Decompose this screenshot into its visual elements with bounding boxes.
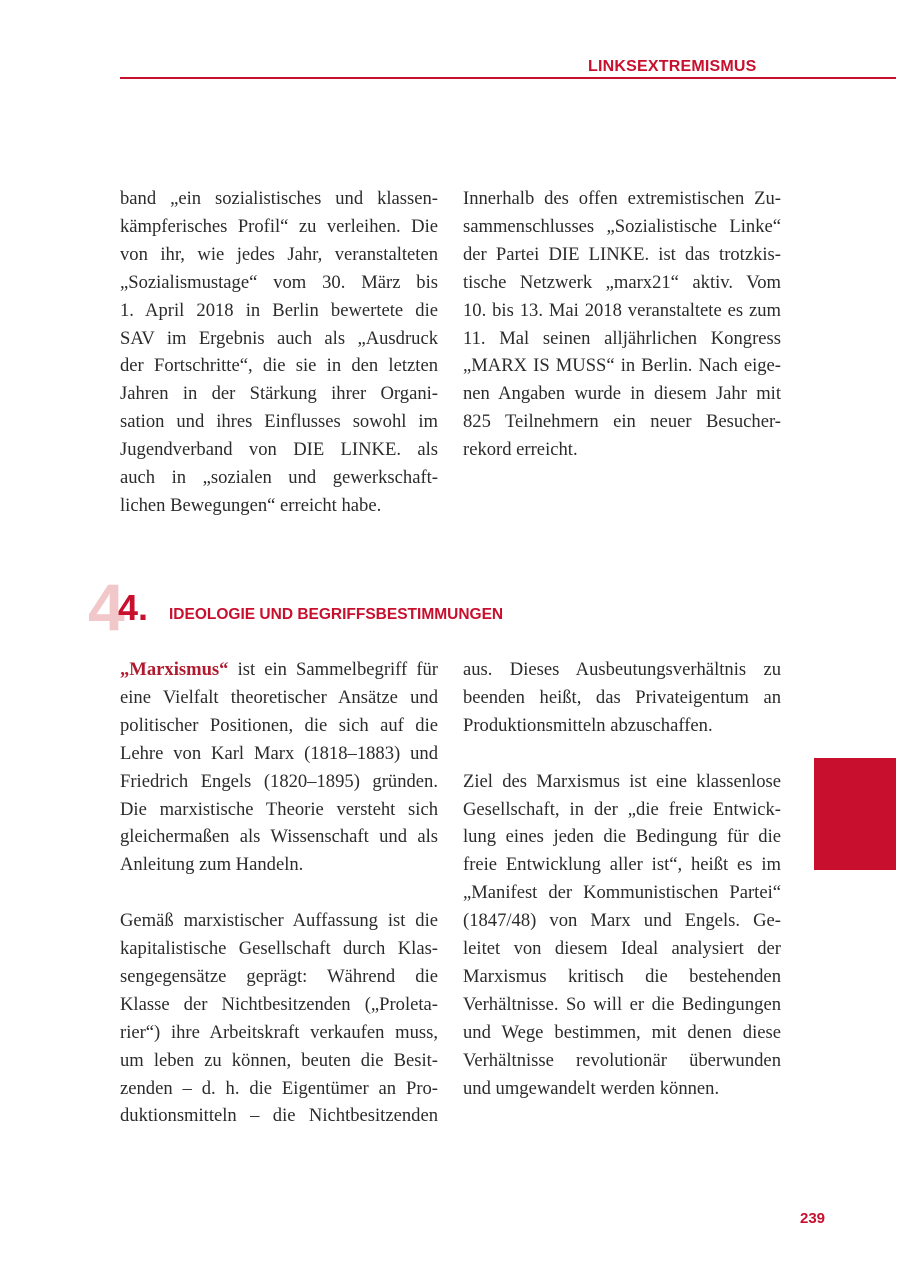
text-line: politischer Positionen, die sich auf die [120,714,438,736]
text-line: Lehre von Karl Marx (1818–1883) und [120,742,438,764]
text-line: zenden – d. h. die Eigentümer an Pro- [120,1077,438,1099]
paragraph-gap [463,740,781,768]
text-line: tische Netzwerk „marx21“ aktiv. Vom [463,271,781,293]
text-line: 825 Teilnehmern ein neuer Besucher- [463,411,781,433]
text-line: rekord erreicht. [463,439,578,461]
text-line: Jahren in der Stärkung ihrer Organi- [120,383,438,405]
section-number: 4. [118,587,149,628]
bottom-left-column [120,656,438,1130]
text-line: (1847/48) von Marx und Engels. Ge- [463,910,781,932]
paragraph [120,656,438,879]
top-right-column [463,185,781,464]
text-line: Marxismus kritisch die bestehenden [463,965,781,987]
text-line: sengegensätze geprägt: Während die [120,965,438,987]
text-line: und Wege bestimmen, mit denen diese [463,1021,781,1043]
text-line: „MARX IS MUSS“ in Berlin. Nach eige- [463,355,781,377]
top-left-column [120,185,438,520]
text-line: leitet von diesem Ideal analysiert der [463,938,781,960]
header-rule [120,77,896,79]
text-line: Ziel des Marxismus ist eine klassenlose [463,770,781,792]
text-line: um leben zu können, beuten die Besit- [120,1049,438,1071]
text-line: rier“) ihre Arbeitskraft verkaufen muss, [120,1021,438,1043]
text-line: Klasse der Nichtbesitzenden („Proleta- [120,993,438,1015]
text-line: lung eines jeden die Bedingung für die [463,826,781,848]
text-line: 11. Mal seinen alljährlichen Kongress [463,327,781,349]
text-line: band „ein sozialistisches und klassen- [120,188,438,209]
paragraph [120,907,438,1130]
text-line: sammenschlusses „Sozialistische Linke“ [463,215,781,237]
text-fragment: ist ein Sammelbegriff für [228,659,438,680]
text-line: der Partei DIE LINKE. ist das trotzkis- [463,243,781,265]
text-line: gleichermaßen als Wissenschaft und als [120,826,438,848]
section-title: IDEOLOGIE UND BEGRIFFSBESTIMMUNGEN [169,606,504,623]
paragraph [463,656,781,740]
page-number: 239 [800,1210,826,1227]
text-line: lichen Bewegungen“ erreicht habe. [120,494,382,516]
text-line: Innerhalb des offen extremistischen Zu- [463,188,781,209]
paragraph [120,185,438,520]
text-line: duktionsmitteln – die Nichtbesitzenden [120,1105,438,1127]
paragraph-gap [120,879,438,907]
text-line: sation und ihres Einflusses sowohl im [120,411,438,433]
text-line: nen Angaben wurde in diesem Jahr mit [463,383,781,405]
text-line: von ihr, wie jedes Jahr, veranstalteten [120,243,438,265]
text-line: eine Vielfalt theoretischer Ansätze und [120,686,438,708]
text-line: Friedrich Engels (1820–1895) gründen. [120,770,438,792]
paragraph [463,768,781,1103]
text-line: SAV im Ergebnis auch als „Ausdruck [120,327,438,349]
text-line [120,656,438,684]
text-line: Gemäß marxistischer Auffassung ist die [120,910,438,932]
text-line: auch in „sozialen und gewerkschaft- [120,467,438,489]
text-line: 1. April 2018 in Berlin bewertete die [120,299,438,321]
text-line: kämpferisches Profil“ zu verleihen. Die [120,215,438,237]
text-line: Die marxistische Theorie versteht sich [120,798,438,820]
bottom-right-column [463,656,781,1102]
text-line: Anleitung zum Handeln. [120,854,304,876]
running-header-title: LINKSEXTREMISMUS [588,58,757,75]
section-number-background: 4 [88,570,125,644]
chapter-tab-marker [814,758,896,870]
text-line: „Manifest der Kommunistischen Partei“ [463,882,781,904]
text-line: beenden heißt, das Privateigentum an [463,686,781,708]
section-heading [88,570,588,644]
paragraph [463,185,781,464]
text-line: „Sozialismustage“ vom 30. März bis [120,271,438,293]
text-line: Verhältnisse. So will er die Bedingungen [463,993,781,1015]
text-line: Produktionsmitteln abzuschaffen. [463,714,713,736]
text-line: und umgewandelt werden können. [463,1077,720,1099]
text-line: aus. Dieses Ausbeutungsverhältnis zu [463,659,781,680]
text-line: kapitalistische Gesellschaft durch Klas- [120,938,438,960]
text-line: der Fortschritte“, die sie in den letzten [120,355,438,377]
text-line: Jugendverband von DIE LINKE. als [120,439,438,461]
text-line: Verhältnisse revolutionär überwunden [463,1049,781,1071]
text-line: freie Entwicklung aller ist“, heißt es im [463,854,781,876]
text-line: Gesellschaft, in der „die freie Entwick- [463,798,781,820]
defined-term: „Marxismus“ [120,659,229,680]
text-line: 10. bis 13. Mai 2018 veranstaltete es zum [463,299,781,321]
